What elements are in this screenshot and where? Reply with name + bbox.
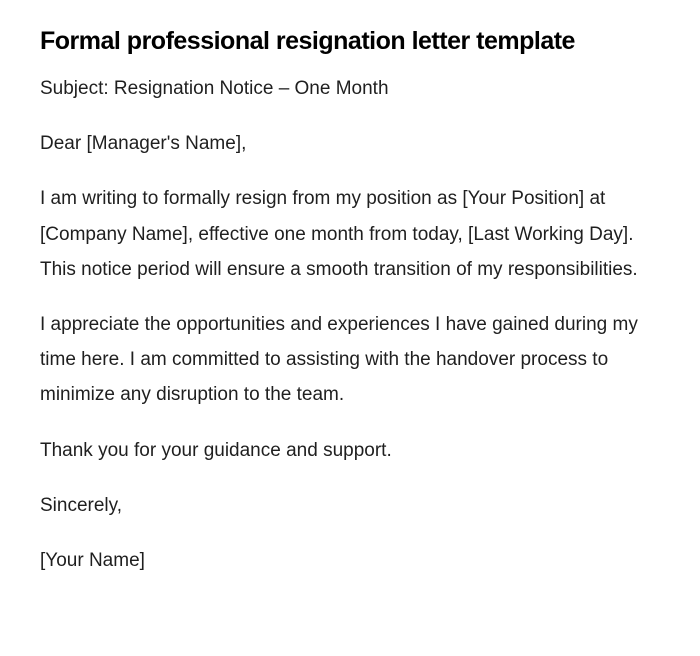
letter-paragraph-resignation: I am writing to formally resign from my position as [Your Position] at [Company Name], effective one month from today, [Last Working Day]. This notice period will ensure a smooth transition of my responsibilities.	[40, 188, 638, 280]
letter-subject: Subject: Resignation Notice – One Month	[40, 78, 389, 99]
letter-signature: [Your Name]	[40, 550, 145, 572]
letter-paragraph-appreciation: I appreciate the opportunities and experiences I have gained during my time here. I am committed to assisting with the handover process to minimize any disruption to the team.	[40, 314, 638, 406]
letter-closing: Sincerely,	[40, 494, 123, 516]
letter-greeting: Dear [Manager's Name],	[40, 133, 247, 155]
letter-paragraph-thanks: Thank you for your guidance and support.	[40, 439, 392, 461]
page-title: Formal professional resignation letter template	[40, 27, 575, 55]
letter-template	[40, 22, 660, 578]
